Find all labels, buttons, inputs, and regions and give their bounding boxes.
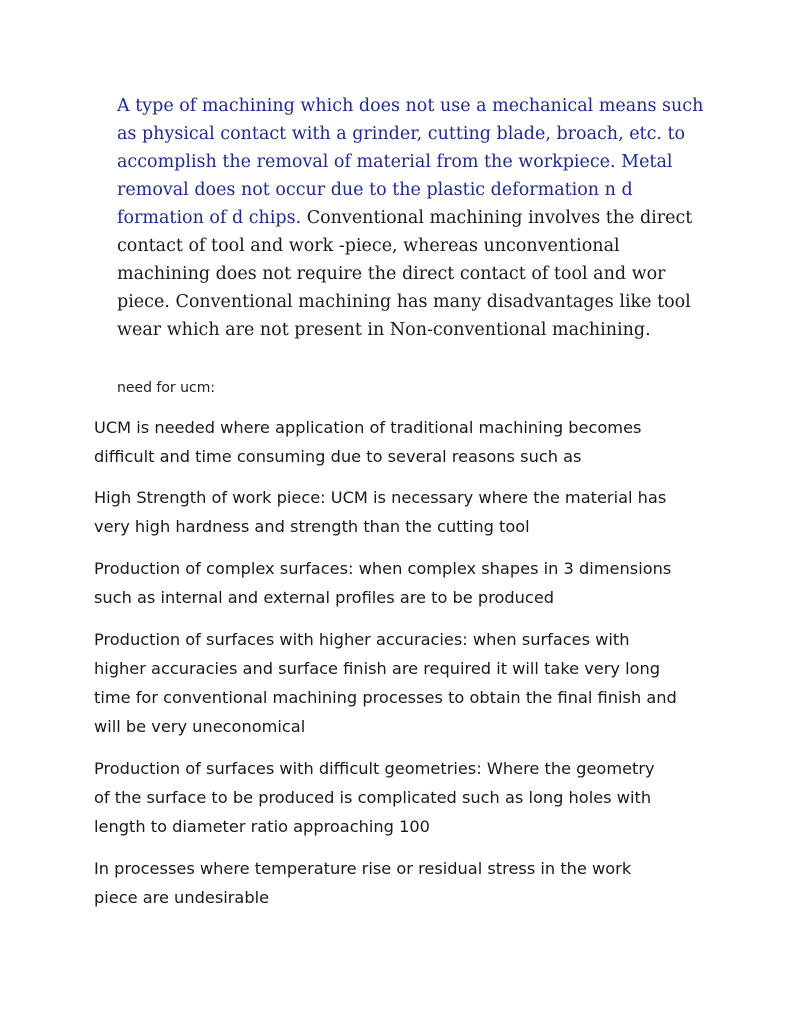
intro-segment: Conventional machining involves the direct	[301, 208, 693, 228]
paragraph-line: Production of surfaces with higher accuracies: when surfaces with	[94, 630, 630, 649]
intro-line	[117, 120, 717, 148]
intro-line	[117, 316, 717, 344]
intro-segment: A type of machining which does not use a mechanical means such	[117, 96, 704, 116]
intro-line	[117, 204, 717, 232]
intro-line	[117, 92, 717, 120]
paragraph-line: High Strength of work piece: UCM is necessary where the material has	[94, 488, 667, 507]
paragraph-line: will be very uneconomical	[94, 717, 306, 736]
intro-segment: accomplish the removal of material from the workpiece. Metal	[117, 152, 673, 172]
intro-line	[117, 176, 717, 204]
paragraph-line: very high hardness and strength than the cutting tool	[94, 517, 530, 536]
paragraph-line: such as internal and external profiles are to be produced	[94, 588, 555, 607]
paragraph-line: Production of complex surfaces: when complex shapes in 3 dimensions	[94, 559, 672, 578]
paragraph-line: of the surface to be produced is complicated such as long holes with	[94, 788, 652, 807]
paragraph-higher-accuracies	[94, 625, 734, 741]
paragraph-line: Production of surfaces with difficult geometries: Where the geometry	[94, 759, 655, 778]
paragraph-line: UCM is needed where application of traditional machining becomes	[94, 418, 642, 437]
paragraph-line: piece are undesirable	[94, 888, 270, 907]
paragraph-line: length to diameter ratio approaching 100	[94, 817, 430, 836]
intro-paragraph	[117, 92, 717, 344]
intro-line	[117, 148, 717, 176]
paragraph-line: In processes where temperature rise or residual stress in the work	[94, 859, 632, 878]
intro-segment: piece. Conventional machining has many disadvantages like tool	[117, 292, 691, 312]
paragraph-high-strength	[94, 483, 734, 541]
intro-line	[117, 232, 717, 260]
paragraph-line: higher accuracies and surface finish are required it will take very long	[94, 659, 661, 678]
paragraph-complex-surfaces	[94, 554, 734, 612]
intro-line	[117, 288, 717, 316]
paragraph-line: time for conventional machining processes to obtain the final finish and	[94, 688, 677, 707]
paragraph-temperature-rise	[94, 854, 734, 912]
intro-segment: wear which are not present in Non-conventional machining.	[117, 320, 651, 340]
paragraph-ucm-needed	[94, 413, 734, 471]
intro-segment: contact of tool and work -piece, whereas unconventional	[117, 236, 620, 256]
intro-line	[117, 260, 717, 288]
intro-segment: formation of d chips.	[117, 208, 302, 228]
paragraph-difficult-geometries	[94, 754, 734, 841]
intro-segment: machining does not require the direct contact of tool and wor	[117, 264, 666, 284]
section-subheading: need for ucm:	[117, 380, 216, 396]
intro-segment: as physical contact with a grinder, cutting blade, broach, etc. to	[117, 124, 686, 144]
intro-segment: removal does not occur due to the plastic deformation n d	[117, 180, 633, 200]
paragraph-line: difficult and time consuming due to several reasons such as	[94, 447, 582, 466]
